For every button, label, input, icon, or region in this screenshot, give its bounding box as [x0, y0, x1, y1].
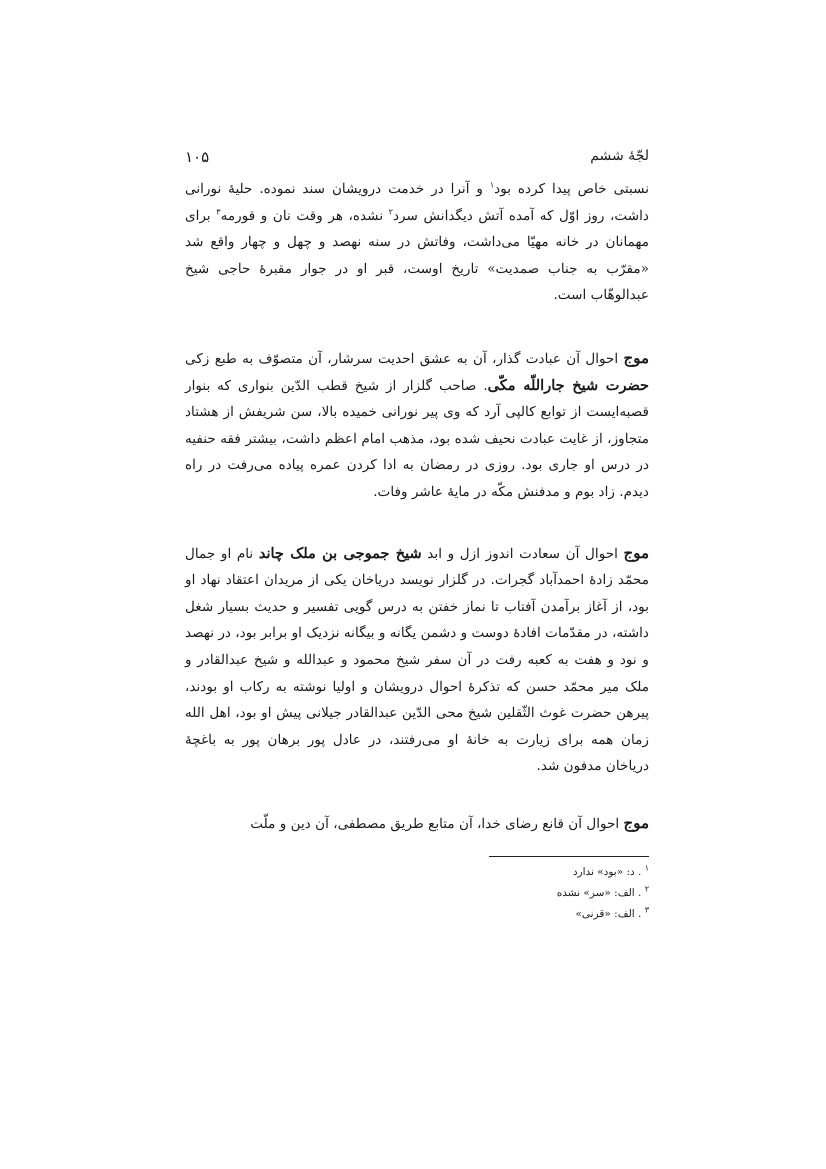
footnote-text: . الف: «سر» نشده [556, 887, 645, 899]
footnote-ref-1: ۱ [489, 180, 495, 190]
person-name: شیخ جموجی بن ملک چاند [258, 544, 422, 562]
running-header [185, 148, 649, 174]
paragraph-1 [185, 176, 649, 309]
section-keyword: موج [623, 348, 649, 367]
footnote-separator [489, 856, 649, 857]
text-run: نشده، هر وقت نان و قورمه [220, 207, 389, 224]
footnote-ref-3: ۳ [216, 207, 221, 217]
footnote-text: . د: «بود» ندارد [572, 866, 645, 878]
text-run: احوال آن عبادت گذار، آن به عشق احدیت سرشار، آن متصوّف به طبع زکی [185, 350, 624, 367]
footnote-ref-2: ۲ [388, 207, 393, 217]
text-run: احوال آن قانع رضای خدا، آن متابع طریق مصطفی، آن دین و ملّت [250, 815, 624, 832]
text-run: برای مهمانان در خانه مهیّا می‌داشت، وفاتش در سنه نهصد و چهل و چهار واقع شد «مقرّب به جناب صمدیت» تاریخ اوست، قبر او در جوار مقبرهٔ حاجی شیخ عبدالوهّاب است. [185, 207, 649, 304]
footnote-2 [400, 883, 649, 904]
footnote-1 [400, 862, 649, 883]
footnote-number: ۱ [644, 863, 649, 873]
paragraph-2 [185, 345, 649, 506]
body-text [185, 174, 649, 837]
section-keyword: موج [623, 543, 649, 562]
chapter-title: لجّهٔ ششم [590, 148, 649, 164]
footnotes [400, 862, 649, 925]
paragraph-4 [185, 810, 649, 838]
paragraph-3 [185, 540, 649, 780]
page-number: ۱۰۵ [185, 148, 210, 166]
text-run: و آنرا در خدمت درویشان سند نموده. حلیهٔ نورانی داشت، روز اوّل که آمده آتش دیگدانش سرد [185, 181, 649, 224]
footnote-number: ۳ [644, 905, 649, 915]
footnote-text: . الف: «قرنی» [575, 908, 645, 920]
text-run: نام او جمال محمّد زادهٔ احمدآباد گجرات. در گلزار نویسد دریاخان یکی از مریدان اعتقاد نهاد او بود، از آغاز برآمدن آفتاب تا نماز خفتن به درس گویی تفسیر و حدیث بسیار شغل داشته، در مقدّمات افادهٔ دوست و دشمن یگانه و بیگانه نزدیک او برابر بود، در نهصد و نود و هفت به کعبه رفت در آن سفر شیخ محمود و عبدالله و شیخ عبدالقادر و ملک میر محمّد حسن که تذکرهٔ احوال درویشان و اولیا نوشته به رکاب او بودند، پیرهن حضرت غوث الثّقلین شیخ محی الدّین عبدالقادر جیلانی پیش او بود، اهل الله زمان همه برای زیارت به خانهٔ او می‌رفتند، در عادل پور برهان پور به باغچهٔ دریاخان مدفون شد. [185, 545, 649, 775]
text-run: . صاحب گلزار از شیخ قطب الدّین بنواری که بنوار قصبه‌ایست از توابع کالپی آرد که وی پیر نورانی خمیده بالا، سن شریفش از هشتاد متجاوز، از غایت عبادت نحیف شده بود، مذهب امام اعظم داشت، بیشتر فقه حنفیه در درس او جاری بود. روزی در رمضان به ادا کردن عمره پیاده می‌رفت در راه دیدم. زاد بوم و مدفنش مکّه در مایهٔ عاشر وفات. [185, 377, 649, 500]
text-run: احوال آن سعادت اندوز ازل و ابد [421, 545, 624, 562]
person-name: حضرت شیخ جاراللّه مکّی [487, 376, 649, 394]
section-keyword: موج [623, 813, 649, 832]
footnote-3 [400, 904, 649, 925]
footnote-number: ۲ [644, 884, 649, 894]
text-run: نسبتی خاص پیدا کرده بود [494, 181, 650, 197]
